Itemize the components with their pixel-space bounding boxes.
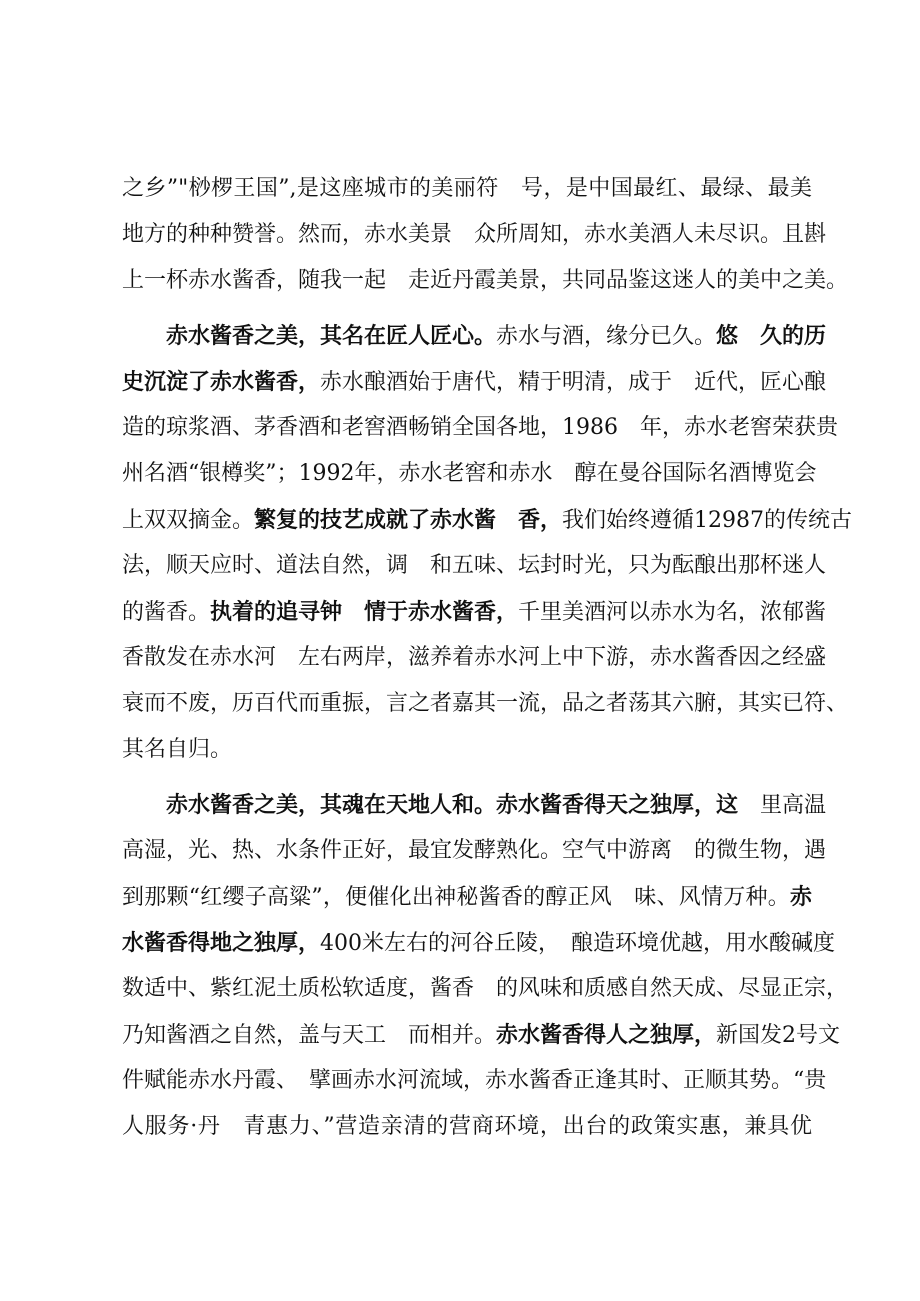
text-line — [122, 880, 812, 914]
bold-text-segment: 赤水酱香得人之独厚， — [496, 1022, 717, 1048]
text-line — [122, 926, 836, 960]
text-segment: 高湿，光、热、水条件正好，最宜发酵熟化。空气中游离 的微生物，遇 — [122, 838, 827, 863]
bold-text-segment: 执着的追寻钟 情于赤水酱香， — [210, 599, 519, 625]
text-segment: 香散发在赤水河 左右两岸，滋养着赤水河上中下游，赤水酱香因之经盛 — [122, 645, 827, 670]
text-line — [122, 1018, 841, 1052]
text-line — [122, 411, 838, 445]
text-segment: 件赋能赤水丹霞、 擘画赤水河流域，赤水酱香正逢其时、正顺其势。“贵 — [122, 1068, 827, 1093]
bold-text-segment: 史沉淀了赤水酱香， — [122, 369, 321, 395]
text-line — [122, 319, 827, 353]
bold-text-segment: 赤水酱香之美，其魂在天地人和。赤水酱香得天之独厚，这 — [166, 792, 739, 818]
bold-text-segment: 悠 久的历 — [716, 323, 827, 349]
text-segment: 赤水酿酒始于唐代，精于明清，成于 近代，匠心酿 — [320, 370, 827, 395]
text-line — [122, 457, 817, 491]
text-segment: 赤水与酒，缘分已久。 — [496, 324, 717, 349]
text-segment: 千里美酒河以赤水为名，浓郁酱 — [518, 600, 827, 625]
text-line — [122, 687, 849, 721]
text-line — [122, 972, 849, 1006]
text-segment: 之乡”"桫椤王国”,是这座城市的美丽符 号，是中国最红、最绿、最美 — [122, 176, 812, 201]
text-segment: 造的琼浆酒、茅香酒和老窖酒畅销全国各地，1986 年，赤水老窖荣获贵 — [122, 415, 838, 440]
text-line — [122, 172, 812, 206]
text-segment: 法，顺天应时、道法自然，调 和五味、坛封时光，只为酝酿出那杯迷人 — [122, 553, 827, 578]
text-segment: 里高温 — [738, 793, 827, 818]
bold-text-segment: 繁复的技艺成就了赤水酱 香， — [254, 507, 563, 533]
text-line — [122, 264, 849, 298]
text-segment: 上一杯赤水酱香，随我一起 走近丹霞美景，共同品鉴这迷人的美中之美。 — [122, 268, 849, 293]
text-line — [122, 733, 812, 767]
text-segment: 数适中、紫红泥土质松软适度，酱香 的风味和质感自然天成、尽显正宗， — [122, 976, 849, 1001]
text-line — [122, 365, 827, 399]
text-line — [122, 1064, 827, 1098]
text-line — [122, 549, 827, 583]
text-line — [122, 1110, 812, 1144]
text-segment — [122, 324, 166, 349]
text-line — [122, 834, 827, 868]
text-segment: 400米左右的河谷丘陵， 酿造环境优越，用水酸碱度 — [320, 931, 836, 956]
text-segment: 其名自归。 — [122, 737, 233, 762]
text-line — [122, 788, 827, 822]
text-line — [122, 595, 827, 629]
text-segment: 上双双摘金。 — [122, 508, 255, 533]
text-segment: 人服务·丹 青惠力、”营造亲清的营商环境，出台的政策实惠，兼具优 — [122, 1114, 812, 1139]
text-segment — [122, 793, 166, 818]
text-line — [122, 641, 827, 675]
text-segment: 地方的种种赞誉。然而，赤水美景 众所周知，赤水美酒人未尽识。且斟 — [122, 222, 827, 247]
bold-text-segment: 水酱香得地之独厚， — [122, 930, 321, 956]
text-segment: 我们始终遵循12987的传统古 — [562, 508, 853, 533]
text-segment: 州名酒“银樽奖”；1992年，赤水老窖和赤水 醇在曼谷国际名酒博览会 — [122, 461, 817, 486]
text-segment: 新国发2号文 — [716, 1023, 841, 1048]
bold-text-segment: 赤 — [789, 884, 812, 910]
text-segment: 到那颗“红缨子高粱”，便催化出神秘酱香的醇正风 味、风情万种。 — [122, 885, 790, 910]
text-line — [122, 218, 827, 252]
text-segment: 乃知酱酒之自然，盖与天工 而相并。 — [122, 1023, 497, 1048]
text-segment: 衰而不废，历百代而重振，言之者嘉其一流，品之者荡其六腑，其实已符、 — [122, 691, 849, 716]
text-line — [122, 503, 853, 537]
text-segment: 的酱香。 — [122, 600, 211, 625]
bold-text-segment: 赤水酱香之美，其名在匠人匠心。 — [166, 323, 497, 349]
